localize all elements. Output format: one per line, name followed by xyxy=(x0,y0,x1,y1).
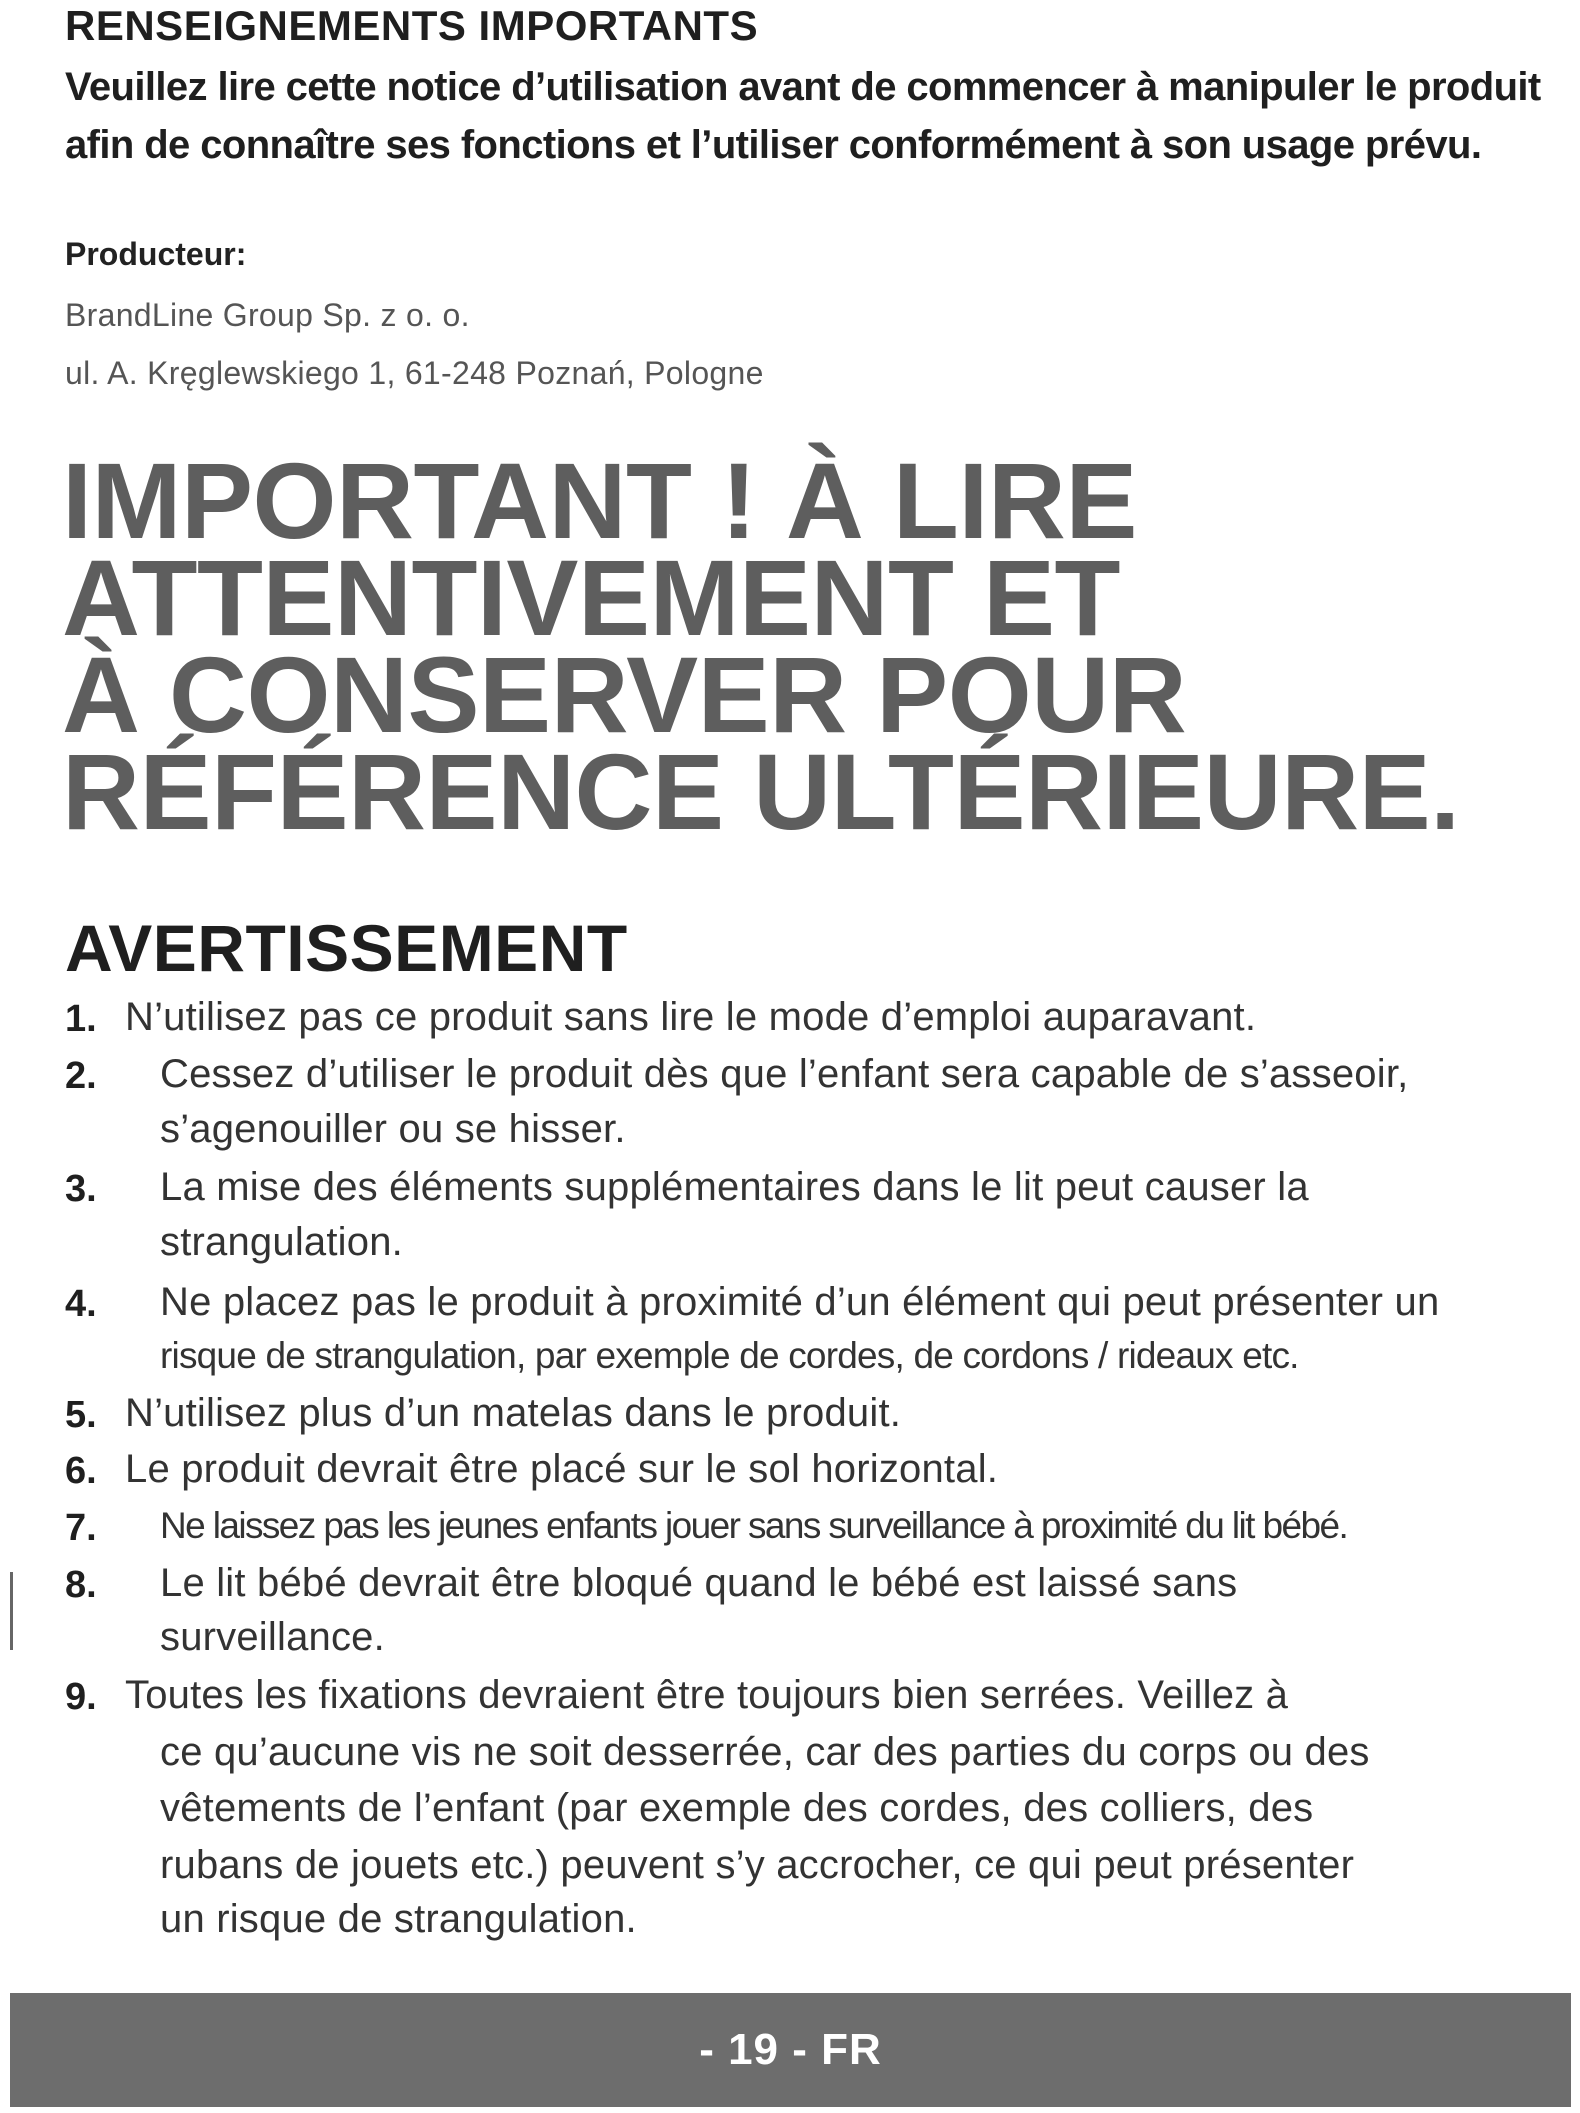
header-lead-line-2: afin de connaître ses fonctions et l’utiliser conformément à son usage prévu. xyxy=(65,123,1482,167)
warning-item-text: rubans de jouets etc.) peuvent s’y accrocher, ce qui peut présenter xyxy=(160,1843,1355,1887)
warning-item-number: 5. xyxy=(65,1394,97,1436)
warning-item-text: s’agenouiller ou se hisser. xyxy=(160,1107,626,1151)
producer-address: ul. A. Kręglewskiego 1, 61-248 Poznań, Pologne xyxy=(65,355,764,391)
warning-item-text: risque de strangulation, par exemple de cordes, de cordons / rideaux etc. xyxy=(160,1335,1299,1376)
warning-item-text: N’utilisez plus d’un matelas dans le produit. xyxy=(125,1391,902,1435)
warning-item-text: un risque de strangulation. xyxy=(160,1897,637,1941)
warning-item-text: N’utilisez pas ce produit sans lire le mode d’emploi auparavant. xyxy=(125,995,1257,1039)
warning-item-number: 9. xyxy=(65,1676,97,1718)
producer-label: Producteur: xyxy=(65,236,247,272)
important-line-2: ATTENTIVEMENT ET xyxy=(62,537,1120,658)
warning-item-text: Toutes les fixations devraient être toujours bien serrées. Veillez à xyxy=(125,1673,1289,1717)
warning-item-text: surveillance. xyxy=(160,1615,385,1659)
footer-bar xyxy=(10,1993,1571,2107)
header-title: RENSEIGNEMENTS IMPORTANTS xyxy=(65,2,759,49)
margin-mark xyxy=(10,1572,13,1650)
warning-item-number: 7. xyxy=(65,1507,97,1549)
warning-item-number: 8. xyxy=(65,1564,97,1606)
warning-item-text: vêtements de l’enfant (par exemple des cordes, des colliers, des xyxy=(160,1786,1314,1830)
warning-item-text: Ne laissez pas les jeunes enfants jouer sans surveillance à proximité du lit bébé. xyxy=(160,1505,1348,1546)
producer-name: BrandLine Group Sp. z o. o. xyxy=(65,297,470,333)
important-line-4: RÉFÉRENCE ULTÉRIEURE. xyxy=(62,731,1460,852)
page-number: - 19 - FR xyxy=(699,2025,882,2074)
warning-item-text: strangulation. xyxy=(160,1220,403,1264)
warning-item-number: 1. xyxy=(65,998,97,1040)
warning-item-text: Le produit devrait être placé sur le sol horizontal. xyxy=(125,1447,999,1491)
important-line-3: À CONSERVER POUR xyxy=(62,634,1187,755)
warning-item-text: La mise des éléments supplémentaires dans le lit peut causer la xyxy=(160,1165,1309,1209)
warning-item-text: Le lit bébé devrait être bloqué quand le bébé est laissé sans xyxy=(160,1561,1238,1605)
important-line-1: IMPORTANT ! À LIRE xyxy=(62,440,1137,561)
warning-item-number: 2. xyxy=(65,1055,97,1097)
warning-title: AVERTISSEMENT xyxy=(65,911,628,985)
warning-item-text: ce qu’aucune vis ne soit desserrée, car des parties du corps ou des xyxy=(160,1730,1370,1774)
warning-item-text: Ne placez pas le produit à proximité d’un élément qui peut présenter un xyxy=(160,1280,1440,1324)
header-lead-line-1: Veuillez lire cette notice d’utilisation avant de commencer à manipuler le produit xyxy=(65,65,1541,109)
warning-item-text: Cessez d’utiliser le produit dès que l’enfant sera capable de s’asseoir, xyxy=(160,1052,1409,1096)
warning-item-number: 3. xyxy=(65,1168,97,1210)
warning-item-number: 6. xyxy=(65,1450,97,1492)
warning-item-number: 4. xyxy=(65,1283,97,1325)
